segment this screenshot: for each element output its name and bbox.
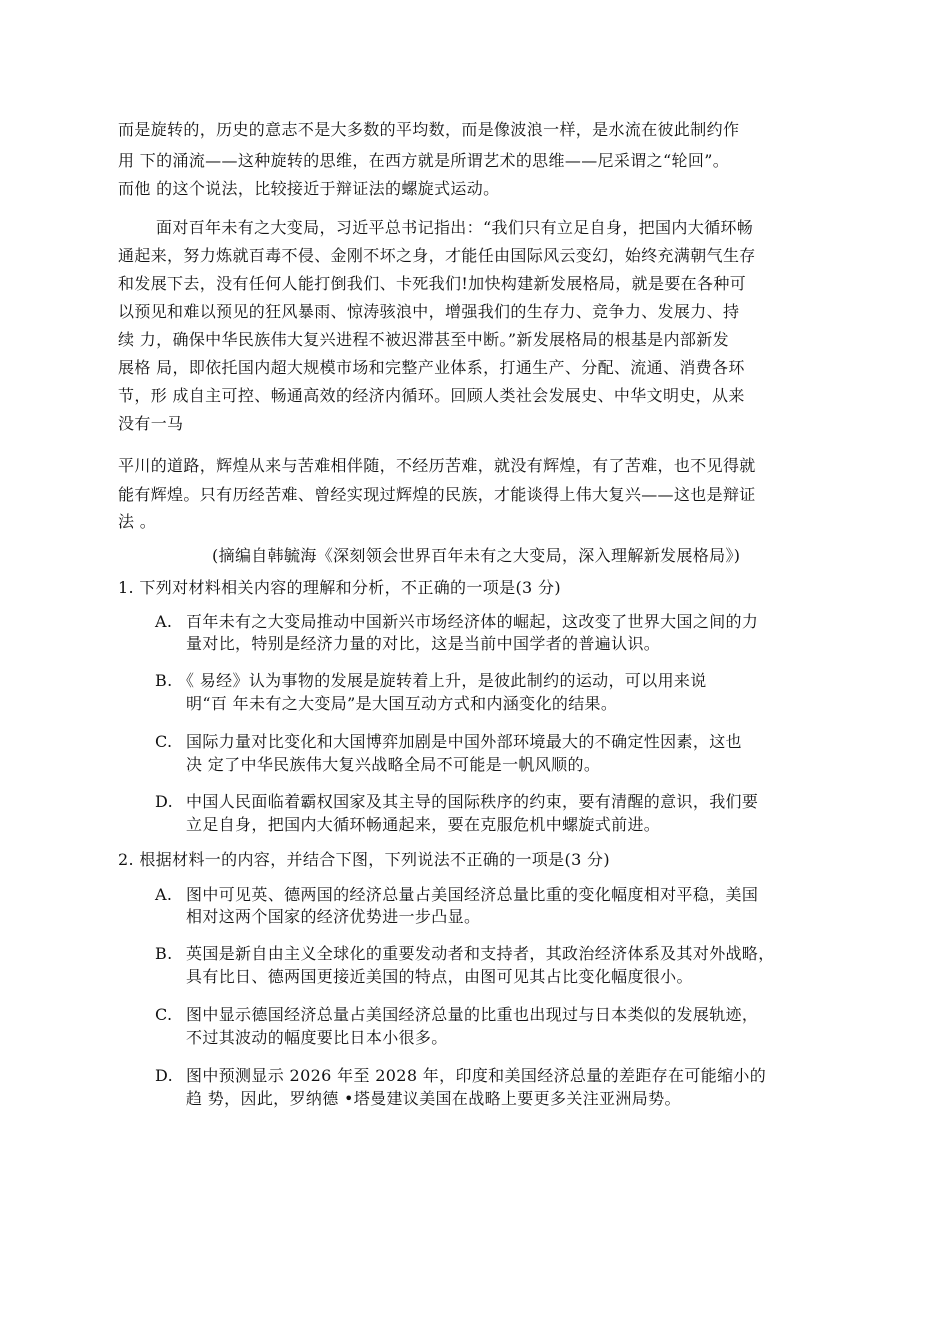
option-text: 相对这两个国家的经济优势进一步凸显。 — [186, 907, 481, 926]
option-text: 中国人民面临着霸权国家及其主导的国际秩序的约束，要有清醒的意识，我们要 — [186, 792, 759, 811]
option-text: 图中可见英、德两国的经济总量占美国经济总量比重的变化幅度相对平稳，美国 — [186, 885, 759, 904]
passage-line: 而他 的这个说法，比较接近于辩证法的螺旋式运动。 — [118, 179, 500, 198]
passage-line: 用 下的涌流——这种旋转的思维，在西方就是所谓艺术的思维——尼采谓之“轮回”。 — [118, 151, 730, 170]
passage-line: 和发展下去，没有任何人能打倒我们、卡死我们!加快构建新发展格局，就是要在各种可 — [118, 274, 747, 293]
option-text: 图中预测显示 2026 年至 2028 年，印度和美国经济总量的差距存在可能缩小的 — [186, 1066, 767, 1085]
passage-line: 续 力，确保中华民族伟大复兴进程不被迟滞甚至中断。”新发展格局的根基是内部新发 — [118, 330, 729, 349]
passage-line: 节，形 成自主可控、畅通高效的经济内循环。回顾人类社会发展史、中华文明史，从来 — [118, 386, 745, 405]
option-text: 不过其波动的幅度要比日本小很多。 — [186, 1028, 448, 1047]
option-label: D. — [155, 792, 174, 811]
option-label: A. — [155, 885, 173, 904]
option-text: 具有比日、德两国更接近美国的特点，由图可见其占比变化幅度很小。 — [186, 967, 693, 986]
option-text: 百年未有之大变局推动中国新兴市场经济体的崛起，这改变了世界大国之间的力 — [186, 612, 759, 631]
passage-line: 能有辉煌。只有历经苦难、曾经实现过辉煌的民族，才能谈得上伟大复兴——这也是辩证 — [118, 485, 756, 504]
passage-line: 法 。 — [118, 512, 157, 531]
passage-line: 展格 局，即依托国内超大规模市场和完整产业体系，打通生产、分配、流通、消费各环 — [118, 358, 745, 377]
option-text: 图中显示德国经济总量占美国经济总量的比重也出现过与日本类似的发展轨迹， — [186, 1005, 759, 1024]
option-text: 英国是新自由主义全球化的重要发动者和支持者，其政治经济体系及其对外战略， — [186, 944, 775, 963]
option-text: 明“百 年未有之大变局”是大国互动方式和内涵变化的结果。 — [186, 694, 618, 713]
option-label: A. — [155, 612, 173, 631]
option-label: D. — [155, 1066, 174, 1085]
option-label: B. — [155, 944, 173, 963]
passage-line: 而是旋转的，历史的意志不是大多数的平均数，而是像波浪一样，是水流在彼此制约作 — [118, 120, 740, 139]
passage-line: 面对百年未有之大变局，习近平总书记指出：“我们只有立足自身，把国内大循环畅 — [156, 218, 754, 237]
question-1-stem: 1. 下列对材料相关内容的理解和分析，不正确的一项是(3 分) — [118, 578, 561, 597]
option-text: 立足自身，把国内大循环畅通起来，要在克服危机中螺旋式前进。 — [186, 815, 661, 834]
option-text: 《 易经》认为事物的发展是旋转着上升，是彼此制约的运动，可以用来说 — [178, 671, 707, 690]
question-2-stem: 2. 根据材料一的内容，并结合下图，下列说法不正确的一项是(3 分) — [118, 850, 611, 869]
option-label: B. — [155, 671, 173, 690]
source-citation: (摘编自韩毓海《深刻领会世界百年未有之大变局，深入理解新发展格局》) — [212, 546, 741, 565]
option-text: 量对比，特别是经济力量的对比，这是当前中国学者的普遍认识。 — [186, 634, 661, 653]
option-label: C. — [155, 1005, 173, 1024]
option-text: 国际力量对比变化和大国博弈加剧是中国外部环境最大的不确定性因素，这也 — [186, 732, 742, 751]
option-label: C. — [155, 732, 173, 751]
passage-line: 平川的道路，辉煌从来与苦难相伴随，不经历苦难，就没有辉煌，有了苦难，也不见得就 — [118, 456, 756, 475]
passage-line: 通起来，努力炼就百毒不侵、金刚不坏之身，才能任由国际风云变幻，始终充满朝气生存 — [118, 246, 756, 265]
option-text: 决 定了中华民族伟大复兴战略全局不可能是一帆风顺的。 — [186, 755, 601, 774]
option-text: 趋 势，因此，罗纳德 •塔曼建议美国在战略上要更多关注亚洲局势。 — [186, 1089, 681, 1108]
passage-line: 没有一马 — [118, 414, 184, 433]
passage-line: 以预见和难以预见的狂风暴雨、惊涛骇浪中，增强我们的生存力、竞争力、发展力、持 — [118, 302, 740, 321]
